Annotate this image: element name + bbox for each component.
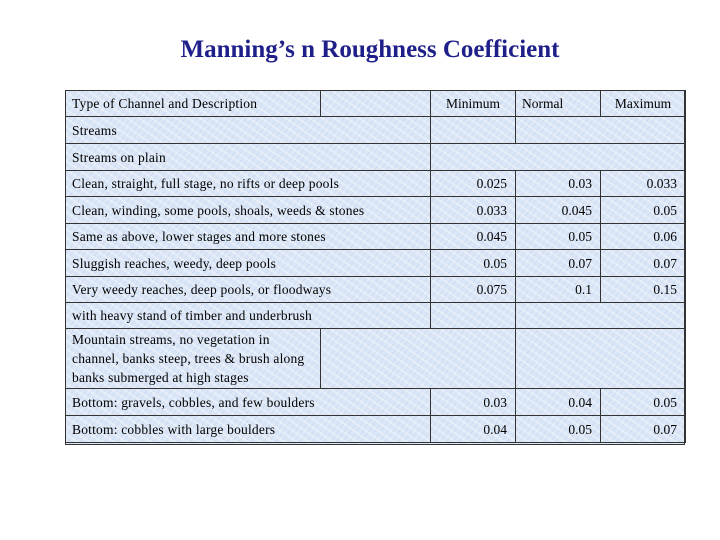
section-streams-on-plain: Streams on plain — [66, 144, 431, 171]
empty-cell — [431, 144, 686, 171]
page-title: Manning’s n Roughness Coefficient — [180, 36, 560, 63]
empty-cell — [516, 329, 686, 389]
table-row — [66, 277, 686, 303]
section-mountain: Mountain streams, no vegetation in channel, banks steep, trees & brush along banks submerged at high stages — [66, 329, 321, 389]
section-row — [66, 144, 686, 171]
row-maximum: 0.06 — [601, 224, 686, 250]
header-normal: Normal — [516, 91, 601, 117]
row-maximum: 0.05 — [601, 389, 686, 416]
row-maximum: 0.07 — [601, 250, 686, 277]
empty-cell — [516, 303, 686, 329]
row-minimum: 0.025 — [431, 171, 516, 197]
row-minimum: 0.075 — [431, 277, 516, 303]
row-normal: 0.05 — [516, 416, 601, 443]
row-maximum: 0.07 — [601, 416, 686, 443]
row-normal: 0.04 — [516, 389, 601, 416]
table-row — [66, 197, 686, 224]
empty-cell — [431, 117, 516, 144]
table-row — [66, 416, 686, 443]
empty-cell — [431, 303, 516, 329]
row-normal: 0.045 — [516, 197, 601, 224]
table-row — [66, 250, 686, 277]
section-row — [66, 303, 686, 329]
header-description: Type of Channel and Description — [66, 91, 321, 117]
roughness-table — [65, 90, 685, 445]
section-heavy-stand: with heavy stand of timber and underbrush — [66, 303, 431, 329]
row-description: Same as above, lower stages and more stones — [66, 224, 431, 250]
section-row — [66, 117, 686, 144]
section-streams: Streams — [66, 117, 431, 144]
table-row — [66, 224, 686, 250]
table-row — [66, 389, 686, 416]
row-normal: 0.07 — [516, 250, 601, 277]
row-normal: 0.1 — [516, 277, 601, 303]
row-minimum: 0.033 — [431, 197, 516, 224]
header-row — [66, 91, 686, 117]
header-maximum: Maximum — [601, 91, 686, 117]
row-normal: 0.03 — [516, 171, 601, 197]
row-description: Bottom: gravels, cobbles, and few boulders — [66, 389, 431, 416]
table-row — [66, 171, 686, 197]
header-blank — [321, 91, 431, 117]
row-minimum: 0.04 — [431, 416, 516, 443]
row-maximum: 0.033 — [601, 171, 686, 197]
section-row — [66, 329, 686, 389]
row-normal: 0.05 — [516, 224, 601, 250]
empty-cell — [321, 329, 516, 389]
row-description: Clean, winding, some pools, shoals, weeds & stones — [66, 197, 431, 224]
header-minimum: Minimum — [431, 91, 516, 117]
row-maximum: 0.05 — [601, 197, 686, 224]
row-minimum: 0.045 — [431, 224, 516, 250]
row-maximum: 0.15 — [601, 277, 686, 303]
row-description: Bottom: cobbles with large boulders — [66, 416, 431, 443]
row-minimum: 0.05 — [431, 250, 516, 277]
empty-cell — [516, 117, 686, 144]
row-description: Sluggish reaches, weedy, deep pools — [66, 250, 431, 277]
row-description: Clean, straight, full stage, no rifts or deep pools — [66, 171, 431, 197]
row-description: Very weedy reaches, deep pools, or floodways — [66, 277, 431, 303]
row-minimum: 0.03 — [431, 389, 516, 416]
